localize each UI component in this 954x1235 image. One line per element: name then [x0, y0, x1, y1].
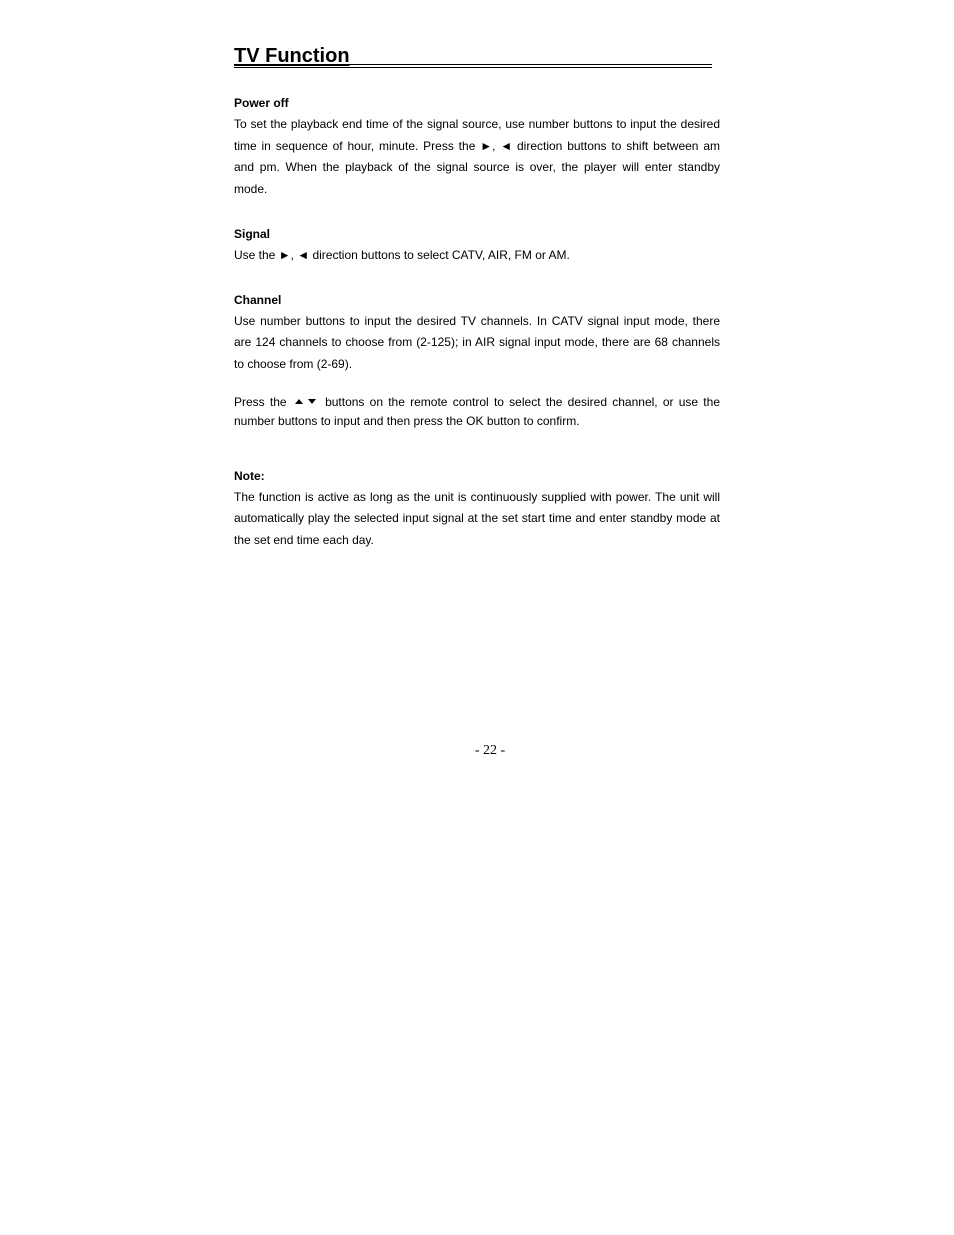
down-triangle-icon	[308, 399, 316, 404]
page-number: - 22 -	[474, 743, 506, 758]
section-spacer	[234, 201, 720, 223]
up-triangle-icon	[295, 399, 303, 404]
title-rule-bottom	[234, 67, 712, 68]
section-note	[234, 465, 720, 552]
section-power-off	[234, 92, 720, 201]
press-suffix-text: buttons on the remote control to select the desired channel, or use the number buttons to input and then press the OK button to confirm.	[234, 394, 720, 428]
section-channel	[234, 289, 720, 431]
section-signal	[234, 223, 720, 267]
section-heading-channel: Channel	[234, 292, 282, 307]
section-heading-note: Note:	[234, 468, 265, 483]
paragraph-power-off: To set the playback end time of the signal source, use number buttons to input the desired time in sequence of hour, minute. Press the ►, ◄ direction buttons to shift between am and pm. When the playback of the signal source is over, the player will enter standby mode.	[234, 117, 720, 197]
section-heading-power-off: Power off	[234, 96, 289, 110]
page-content	[234, 92, 720, 552]
paragraph-signal: Use the ►, ◄ direction buttons to select CATV, AIR, FM or AM.	[234, 247, 570, 262]
title-rule-top	[234, 64, 712, 65]
paragraph-channel: Use number buttons to input the desired TV channels. In CATV signal input mode, there are 124 channels to choose from (2-125); in AIR signal input mode, there are 68 channels to choose from (2-69).	[234, 313, 720, 371]
up-down-arrows-icon	[294, 397, 318, 405]
paragraph-channel-press	[234, 393, 720, 431]
press-prefix-text: Press the	[234, 394, 287, 409]
section-spacer	[234, 267, 720, 289]
page-title: TV Function	[234, 45, 350, 67]
paragraph-note: The function is active as long as the unit is continuously supplied with power. The unit will automatically play the selected input signal at the set start time and enter standby mode at the set end time each day.	[234, 489, 720, 548]
section-heading-signal: Signal	[234, 226, 271, 241]
section-spacer	[234, 443, 720, 465]
